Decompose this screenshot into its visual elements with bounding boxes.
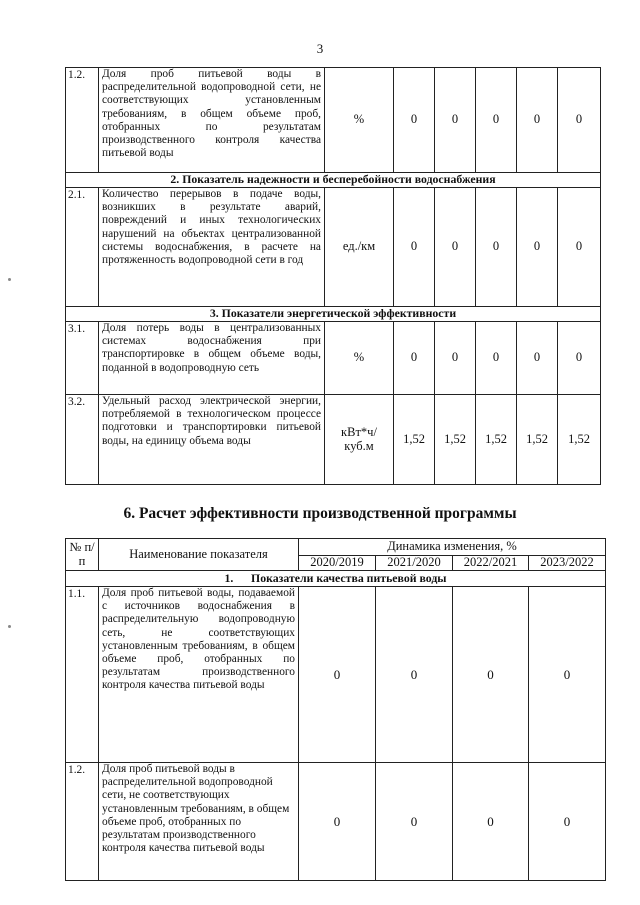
value-cell: 0 xyxy=(558,188,601,307)
table-row xyxy=(66,188,601,307)
indicator-name: Удельный расход электрической энергии, потребляемой в технологическом процессе подготовки и транспортировки питьевой воды, на единицу объема воды xyxy=(99,395,325,485)
indicator-name: Доля проб питьевой воды в распределительной водопроводной сети, не соответствующих установленным требованиям, в общем объеме проб, отобранных по результатам производственного контроля качества питьевой воды xyxy=(99,763,299,881)
header-period: 2020/2019 xyxy=(299,556,376,571)
header-row xyxy=(66,539,606,556)
value-cell: 0 xyxy=(517,188,558,307)
header-period: 2023/2022 xyxy=(529,556,606,571)
table-row xyxy=(66,763,606,881)
section-heading: 3. Показатели энергетической эффективности xyxy=(66,307,601,322)
table-row xyxy=(66,322,601,395)
indicator-name: Доля потерь воды в централизованных системах водоснабжения при транспортировке в общем объеме воды, поданной в водопроводную сеть xyxy=(99,322,325,395)
value-cell: 0 xyxy=(529,587,606,763)
page-number: 3 xyxy=(316,41,324,56)
row-number: 3.2. xyxy=(66,395,99,485)
value-cell: 0 xyxy=(453,587,529,763)
value-cell: 0 xyxy=(476,188,517,307)
row-number: 2.1. xyxy=(66,188,99,307)
indicators-table-continued xyxy=(65,67,601,485)
row-number: 1.2. xyxy=(66,68,99,173)
unit-cell: кВт*ч/ куб.м xyxy=(325,395,394,485)
table-row xyxy=(66,395,601,485)
header-name: Наименование показателя xyxy=(99,539,299,571)
header-period: 2022/2021 xyxy=(453,556,529,571)
indicator-name: Доля проб питьевой воды в распределительной водопроводной сети, не соответствующих установленным требованиям, в общем объеме проб, отобранных по результатам производственного контроля качества питьевой воды xyxy=(99,68,325,173)
scan-speck xyxy=(8,278,11,281)
value-cell: 1,52 xyxy=(394,395,435,485)
value-cell: 0 xyxy=(394,188,435,307)
row-number: 1.2. xyxy=(66,763,99,881)
value-cell: 0 xyxy=(558,322,601,395)
header-period: 2021/2020 xyxy=(376,556,453,571)
unit-cell: % xyxy=(325,68,394,173)
value-cell: 0 xyxy=(476,322,517,395)
unit-cell: ед./км xyxy=(325,188,394,307)
value-cell: 0 xyxy=(435,188,476,307)
section-heading: 1. Показатели качества питьевой воды xyxy=(66,571,606,587)
section-6-title: 6. Расчет эффективности производственной программы xyxy=(123,505,517,522)
efficiency-table xyxy=(65,538,606,881)
section-heading: 2. Показатель надежности и бесперебойности водоснабжения xyxy=(66,173,601,188)
value-cell: 0 xyxy=(435,322,476,395)
unit-cell: % xyxy=(325,322,394,395)
scan-speck xyxy=(8,625,11,628)
section-row xyxy=(66,173,601,188)
value-cell: 0 xyxy=(529,763,606,881)
row-number: 3.1. xyxy=(66,322,99,395)
section-row xyxy=(66,571,606,587)
value-cell: 0 xyxy=(299,587,376,763)
indicator-name: Доля проб питьевой воды, подаваемой с источников водоснабжения в распределительную водопроводную сеть, не соответствующих установленным требованиям, в общем объеме проб, отобранных по результатам производственного контроля качества питьевой воды xyxy=(99,587,299,763)
header-dynamics: Динамика изменения, % xyxy=(299,539,606,556)
table-row xyxy=(66,68,601,173)
value-cell: 0 xyxy=(394,68,435,173)
value-cell: 0 xyxy=(558,68,601,173)
value-cell: 0 xyxy=(299,763,376,881)
value-cell: 1,52 xyxy=(476,395,517,485)
value-cell: 0 xyxy=(453,763,529,881)
value-cell: 0 xyxy=(435,68,476,173)
value-cell: 0 xyxy=(394,322,435,395)
value-cell: 1,52 xyxy=(435,395,476,485)
header-num: № п/п xyxy=(66,539,99,571)
value-cell: 1,52 xyxy=(558,395,601,485)
value-cell: 0 xyxy=(517,68,558,173)
value-cell: 0 xyxy=(376,763,453,881)
value-cell: 1,52 xyxy=(517,395,558,485)
table-row xyxy=(66,587,606,763)
row-number: 1.1. xyxy=(66,587,99,763)
value-cell: 0 xyxy=(517,322,558,395)
indicator-name: Количество перерывов в подаче воды, возникших в результате аварий, повреждений и иных технологических нарушений на объектах централизованной системы водоснабжения, в расчете на протяженность водопроводной сети в год xyxy=(99,188,325,307)
section-row xyxy=(66,307,601,322)
value-cell: 0 xyxy=(376,587,453,763)
value-cell: 0 xyxy=(476,68,517,173)
